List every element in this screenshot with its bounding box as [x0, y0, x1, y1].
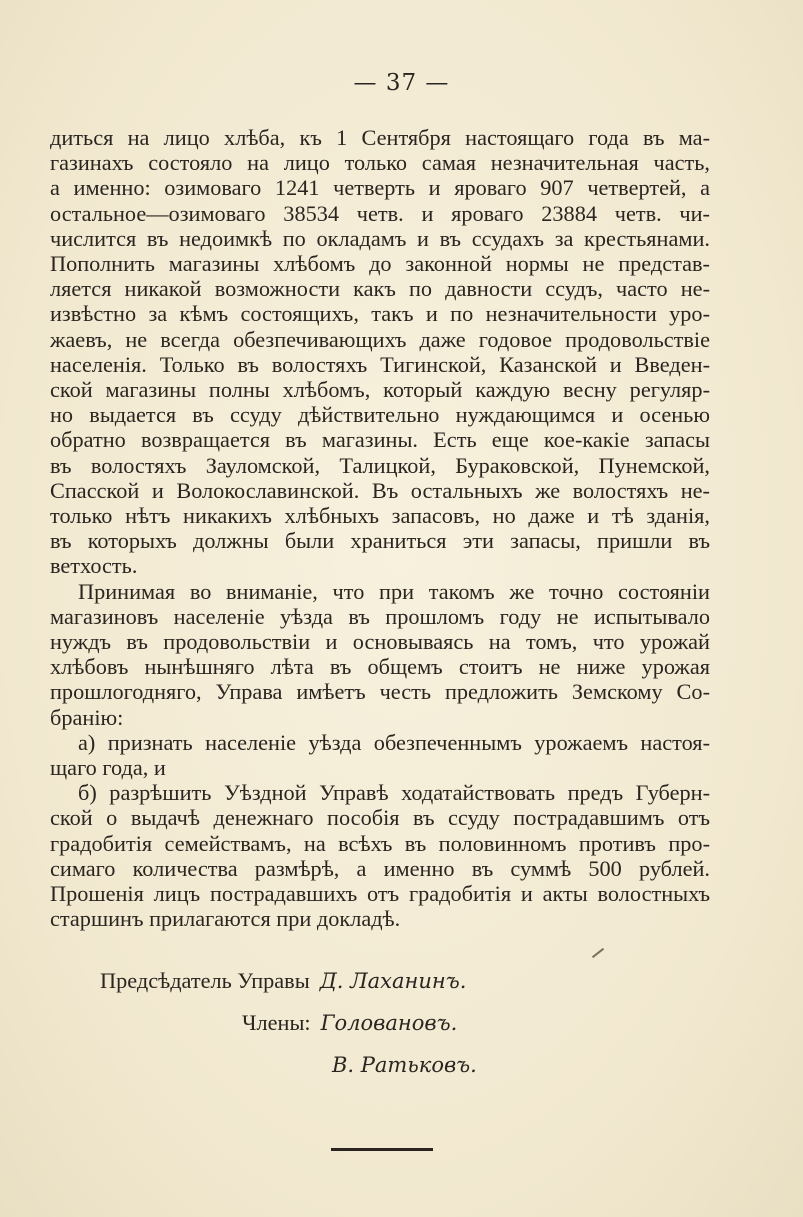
text-line: обратно возвращается въ магазины. Есть еще кое-какіе запасы	[50, 427, 710, 453]
text-line: въ волостяхъ Зауломской, Талицкой, Бураковской, Пунемской,	[50, 452, 710, 478]
text-line: старшинъ прилагаются при докладѣ.	[50, 906, 401, 932]
text-line: щаго года, и	[50, 755, 166, 781]
text-line: ской магазины полны хлѣбомъ, который каждую весну регуляр-	[50, 377, 710, 403]
text-line: диться на лицо хлѣба, къ 1 Сентября настоящаго года въ ма-	[50, 125, 710, 150]
text-line: Принимая во вниманіе, что при такомъ же точно состояніи	[78, 578, 710, 604]
text-line: только нѣтъ никакихъ хлѣбныхъ запасовъ, но даже и тѣ зданія,	[50, 503, 710, 529]
text-line: Пополнить магазины хлѣбомъ до законной нормы не представ-	[50, 251, 710, 277]
text-line: извѣстно за кѣмъ состоящихъ, такъ и по незначительности уро-	[50, 301, 710, 327]
text-line: градобитія семействамъ, на всѣхъ въ половинномъ противъ про-	[50, 830, 710, 856]
text-line: нуждъ въ продовольствіи и основываясь на томъ, что урожай	[50, 629, 710, 655]
text-line: ляется никакой возможности какъ по давности ссудъ, часто не-	[50, 276, 710, 302]
pencil-tick-mark	[592, 948, 604, 958]
members-signature-row	[242, 1010, 457, 1036]
text-line: числится въ недоимкѣ по окладамъ и въ ссудахъ за крестьянами.	[50, 225, 710, 251]
text-line: жаевъ, не всегда обезпечивающихъ даже годовое продовольствіе	[50, 326, 710, 352]
members-label: Члены:	[242, 1010, 311, 1035]
text-line: населенія. Только въ волостяхъ Тигинской, Казанской и Введен-	[50, 351, 710, 377]
body-text	[50, 125, 710, 932]
member-name-2: В. Ратьковъ.	[332, 1053, 477, 1077]
text-line: ской о выдачѣ денежнаго пособія въ ссуду пострадавшимъ отъ	[50, 805, 710, 831]
text-line: Прошенія лицъ пострадавшихъ отъ градобитія и акты волостныхъ	[50, 881, 710, 907]
chairman-label: Предсѣдатель Управы	[100, 968, 310, 993]
text-line: газинахъ состояло на лицо только самая незначительная часть,	[50, 150, 710, 176]
text-line: симаго количества размѣрѣ, а именно въ суммѣ 500 рублей.	[50, 855, 710, 881]
text-line: но выдается въ ссуду дѣйствительно нуждающимся и осенью	[50, 402, 710, 428]
chairman-name: Д. Лаханинъ.	[319, 969, 467, 993]
text-line: ветхость.	[50, 553, 138, 579]
chairman-signature-row	[100, 968, 466, 994]
text-line: прошлогодняго, Управа имѣетъ честь предложить Земскому Со-	[50, 679, 710, 705]
member-name-1: Головановъ.	[320, 1011, 458, 1035]
page-number: — 37 —	[353, 70, 450, 96]
text-line: а) признать населеніе уѣзда обезпеченнымъ урожаемъ настоя-	[78, 729, 710, 755]
text-line: магазиновъ населеніе уѣзда въ прошломъ году не испытывало	[50, 603, 710, 629]
text-line: въ которыхъ должны были храниться эти запасы, пришли въ	[50, 528, 710, 554]
text-line: бранію:	[50, 704, 124, 730]
text-line: хлѣбовъ нынѣшняго лѣта въ общемъ стоитъ не ниже урожая	[50, 654, 710, 680]
closing-rule	[331, 1148, 433, 1151]
member-2-signature-row	[322, 1052, 477, 1078]
text-line: б) разрѣшить Уѣздной Управѣ ходатайствовать предъ Губерн-	[78, 780, 710, 806]
text-line: а именно: озимоваго 1241 четверть и яроваго 907 четвертей, а	[50, 175, 710, 201]
text-line: Спасской и Волокославинской. Въ остальныхъ же волостяхъ не-	[50, 477, 710, 503]
text-line: остальное—озимоваго 38534 четв. и яроваго 23884 четв. чи-	[50, 200, 710, 226]
